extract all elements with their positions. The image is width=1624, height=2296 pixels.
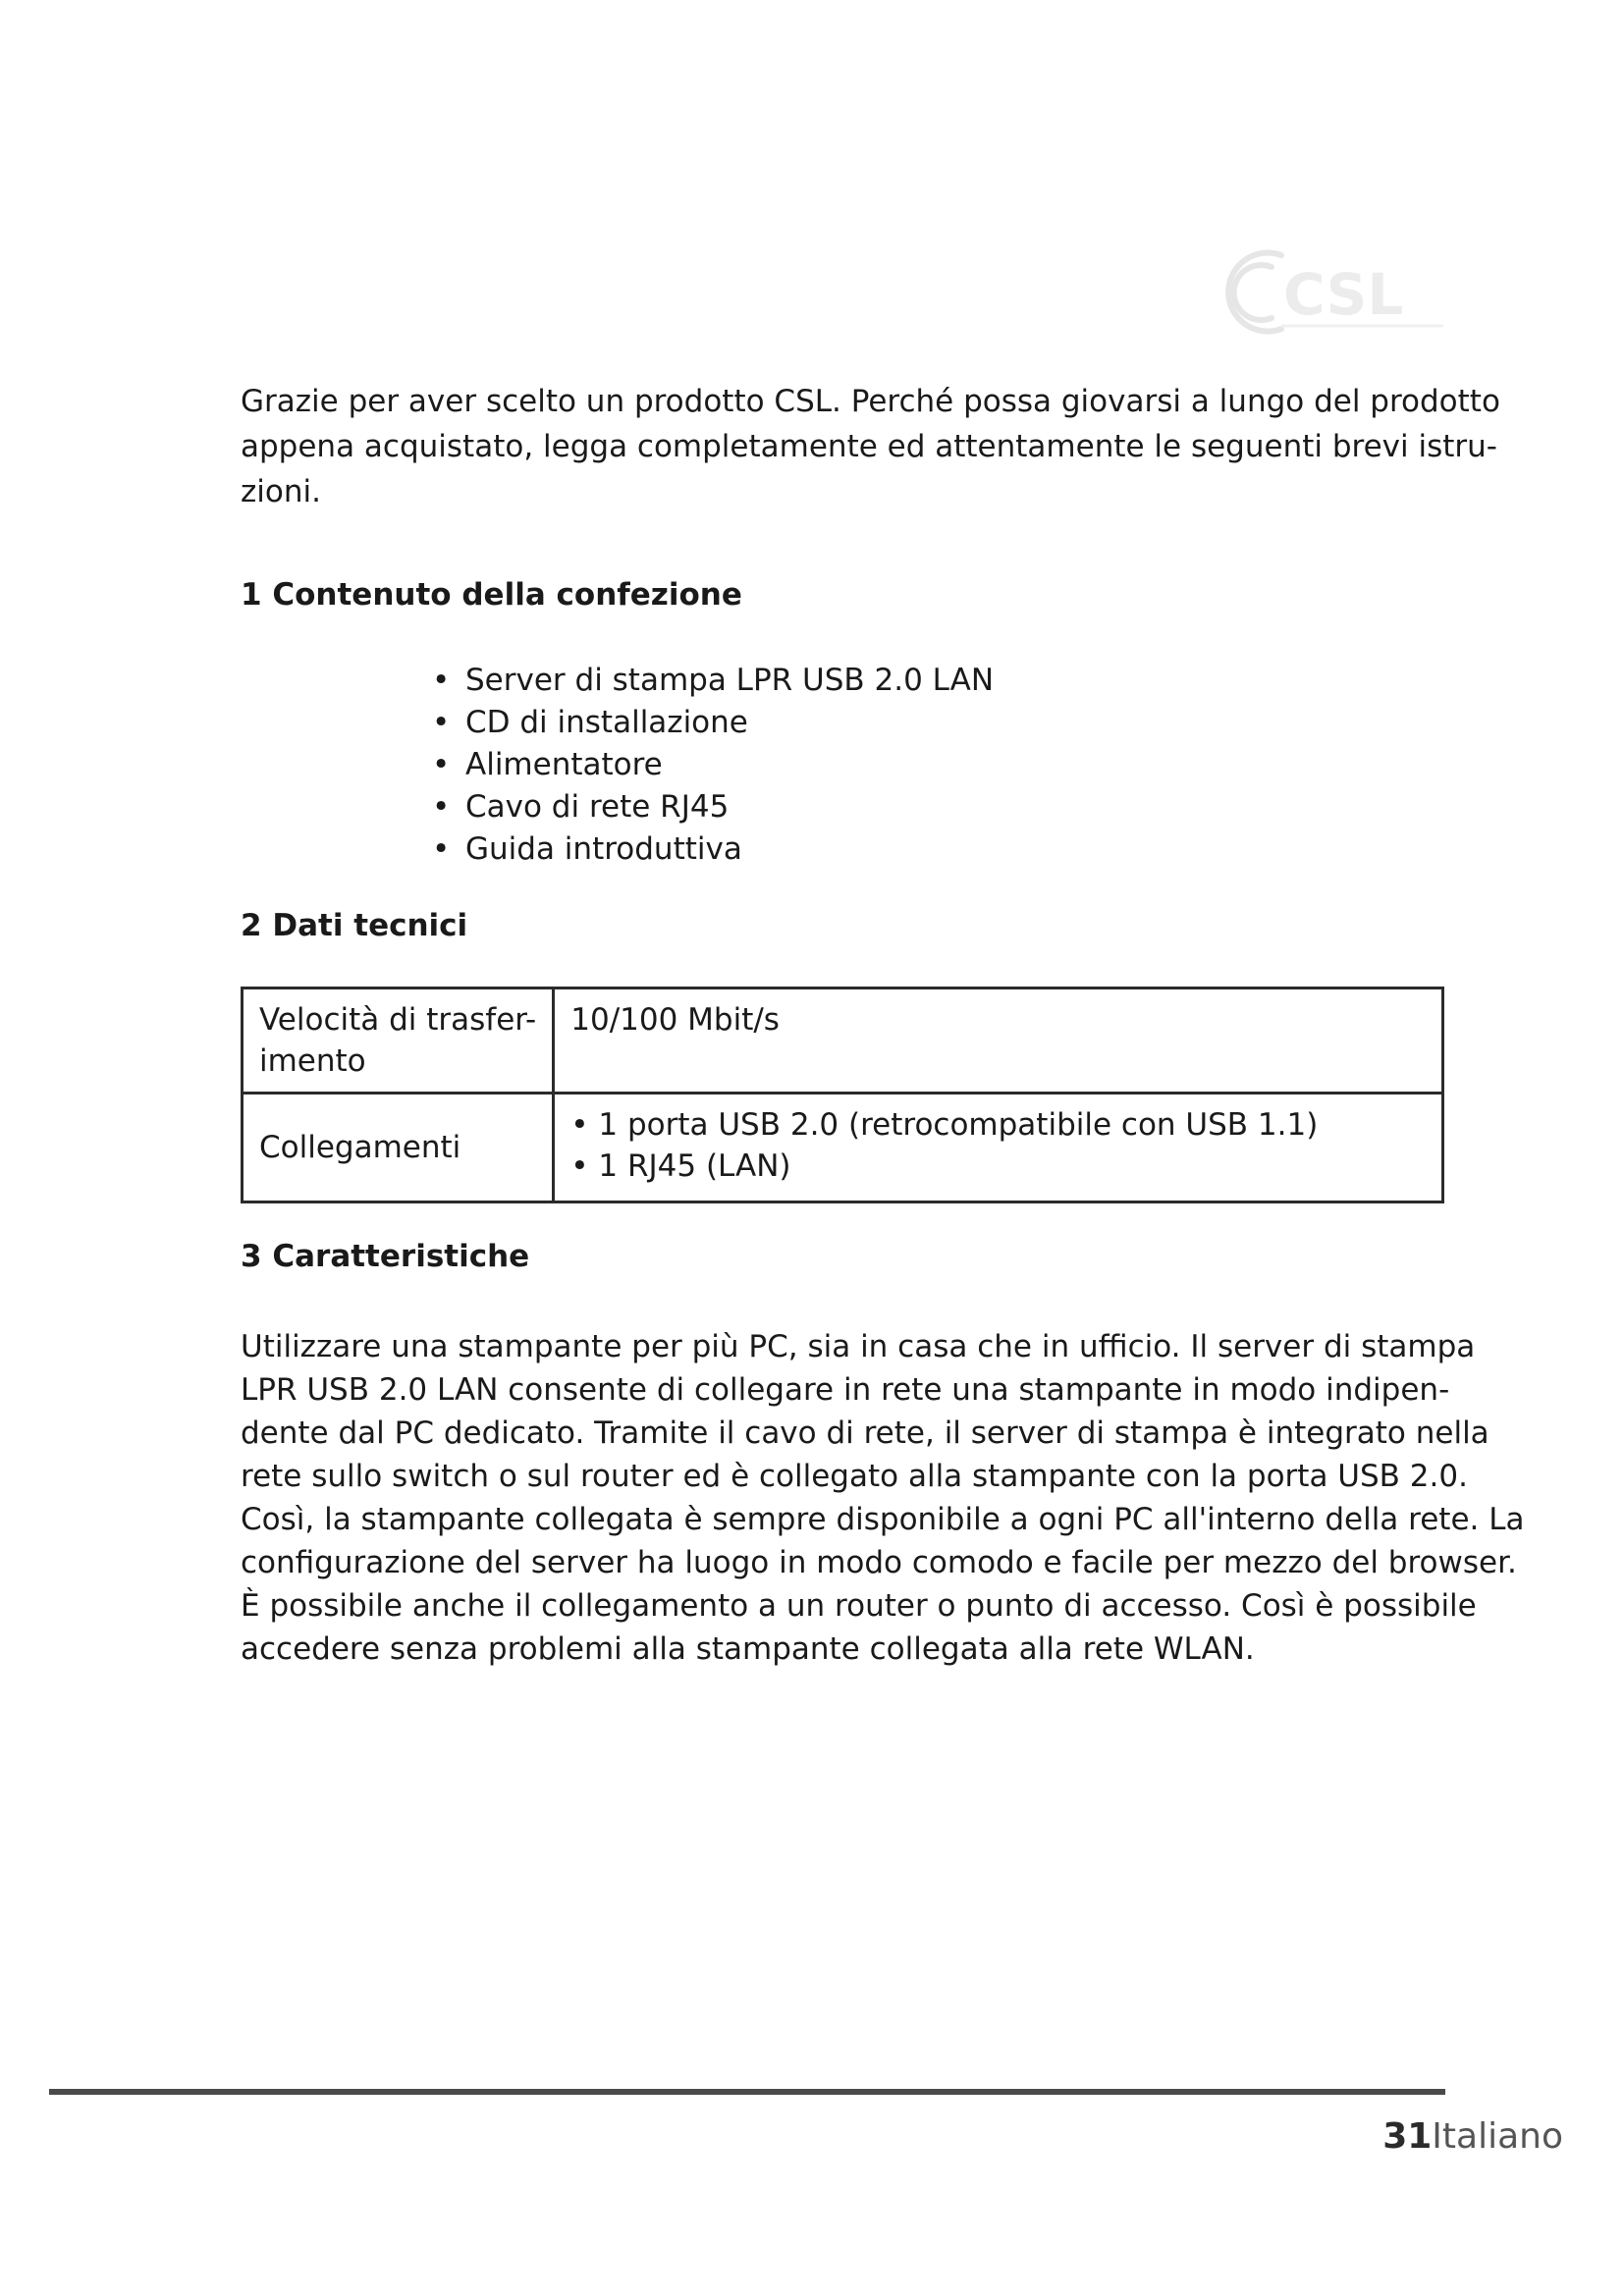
list-item bbox=[432, 786, 994, 828]
features-line: accedere senza problemi alla stampante collegata alla rete WLAN. bbox=[241, 1631, 1255, 1667]
intro-paragraph bbox=[241, 379, 1500, 514]
intro-line: appena acquistato, legga completamente ed attentamente le seguenti brevi istru- bbox=[241, 429, 1497, 464]
intro-line: zioni. bbox=[241, 474, 321, 509]
footer-divider bbox=[49, 2089, 1445, 2095]
page-number: 31 bbox=[1382, 2116, 1433, 2157]
features-line: configurazione del server ha luogo in modo comodo e facile per mezzo del browser. bbox=[241, 1545, 1517, 1580]
features-line: È possibile anche il collegamento a un router o punto di accesso. Così è possibile bbox=[241, 1588, 1477, 1624]
list-item bbox=[432, 702, 994, 744]
table-cell-value bbox=[554, 988, 1443, 1094]
features-line: rete sullo switch o sul router ed è collegato alla stampante con la porta USB 2.0. bbox=[241, 1459, 1468, 1494]
features-line: Così, la stampante collegata è sempre disponibile a ogni PC all'interno della rete. La bbox=[241, 1502, 1525, 1537]
csl-logo bbox=[1222, 236, 1448, 344]
cell-text: 10/100 Mbit/s bbox=[570, 1002, 780, 1038]
list-item bbox=[432, 744, 994, 786]
section-title-contents: 1 Contenuto della confezione bbox=[241, 577, 742, 613]
cell-text: • 1 RJ45 (LAN) bbox=[570, 1148, 791, 1184]
cell-text: Collegamenti bbox=[259, 1130, 461, 1165]
bullet-icon: • bbox=[432, 663, 451, 698]
features-line: LPR USB 2.0 LAN consente di collegare in rete una stampante in modo indipen- bbox=[241, 1372, 1450, 1408]
bullet-icon: • bbox=[432, 705, 451, 740]
bullet-icon: • bbox=[432, 789, 451, 825]
list-item-text: Server di stampa LPR USB 2.0 LAN bbox=[465, 663, 995, 698]
features-line: dente dal PC dedicato. Tramite il cavo di rete, il server di stampa è integrato nella bbox=[241, 1415, 1489, 1451]
table-cell-label bbox=[243, 988, 554, 1094]
package-contents-list bbox=[432, 660, 994, 871]
features-paragraph bbox=[241, 1325, 1525, 1671]
list-item bbox=[432, 660, 994, 702]
intro-line: Grazie per aver scelto un prodotto CSL. Perché possa giovarsi a lungo del prodotto bbox=[241, 384, 1500, 419]
cell-text: imento bbox=[259, 1043, 366, 1079]
features-line: Utilizzare una stampante per più PC, sia in casa che in ufficio. Il server di stampa bbox=[241, 1329, 1476, 1364]
logo-text: CSL bbox=[1283, 261, 1404, 328]
list-item-text: CD di installazione bbox=[465, 705, 748, 740]
section-title-features: 3 Caratteristiche bbox=[241, 1239, 530, 1274]
table-row bbox=[243, 1094, 1443, 1202]
list-item-text: Guida introduttiva bbox=[465, 831, 742, 867]
bullet-icon: • bbox=[432, 831, 451, 867]
tech-specs-table bbox=[241, 987, 1444, 1203]
list-item bbox=[432, 828, 994, 871]
bullet-icon: • bbox=[432, 747, 451, 782]
cell-text: Velocità di trasfer- bbox=[259, 1002, 537, 1038]
page-footer bbox=[1382, 2115, 1563, 2159]
table-cell-value bbox=[554, 1094, 1443, 1202]
table-row bbox=[243, 988, 1443, 1094]
footer-language: Italiano bbox=[1432, 2116, 1563, 2157]
cell-text: • 1 porta USB 2.0 (retrocompatibile con USB 1.1) bbox=[570, 1107, 1319, 1143]
table-cell-label bbox=[243, 1094, 554, 1202]
list-item-text: Cavo di rete RJ45 bbox=[465, 789, 730, 825]
list-item-text: Alimentatore bbox=[465, 747, 663, 782]
section-title-tech-data: 2 Dati tecnici bbox=[241, 908, 468, 943]
